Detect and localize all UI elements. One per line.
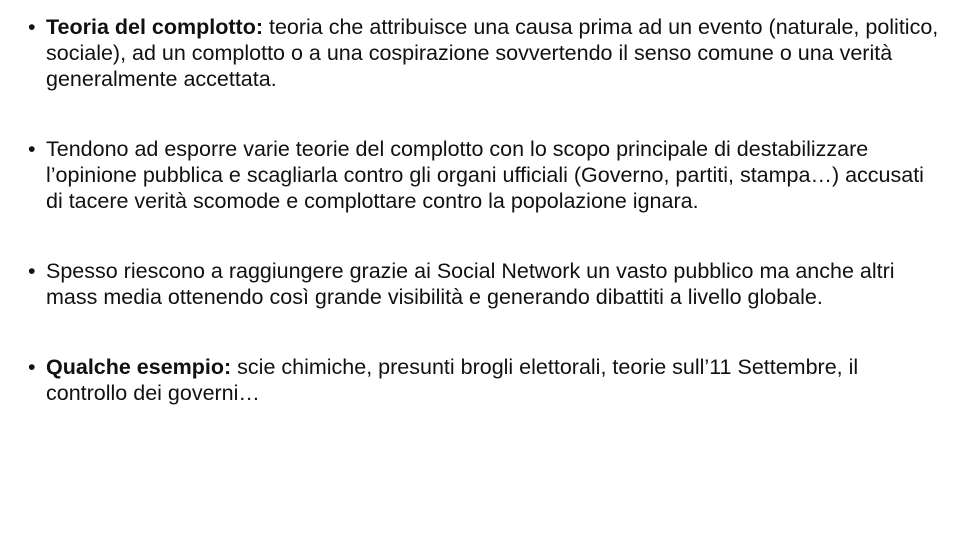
bullet-item-reach xyxy=(28,258,943,310)
bullet-icon: • xyxy=(28,137,36,161)
bullet-item-examples xyxy=(28,354,943,406)
bullet-list xyxy=(28,14,943,406)
bullet-term: Qualche esempio: xyxy=(46,355,232,379)
bullet-text: Spesso riescono a raggiungere grazie ai Social Network un vasto pubblico ma anche altri mass media ottenendo così grande visibilità e generando dibattiti a livello globale. xyxy=(46,259,895,309)
bullet-term: Teoria del complotto: xyxy=(46,15,263,39)
bullet-text: scie chimiche, presunti brogli elettorali, teorie sull’11 Settembre, il controllo dei governi… xyxy=(46,355,859,405)
bullet-icon: • xyxy=(28,259,36,283)
bullet-text: teoria che attribuisce una causa prima ad un evento (naturale, politico, sociale), ad un complotto o a una cospirazione sovvertendo il senso comune o una verità generalmente accettata. xyxy=(46,15,939,91)
bullet-text: Tendono ad esporre varie teorie del complotto con lo scopo principale di destabilizzare l’opinione pubblica e scagliarla contro gli organi ufficiali (Governo, partiti, stampa…) accusati di tacere verità scomode e complottare contro la popolazione ignara. xyxy=(46,137,924,213)
bullet-icon: • xyxy=(28,15,36,39)
bullet-icon: • xyxy=(28,355,36,379)
bullet-item-aims xyxy=(28,136,943,214)
bullet-item-conspiracy-theory xyxy=(28,14,943,92)
